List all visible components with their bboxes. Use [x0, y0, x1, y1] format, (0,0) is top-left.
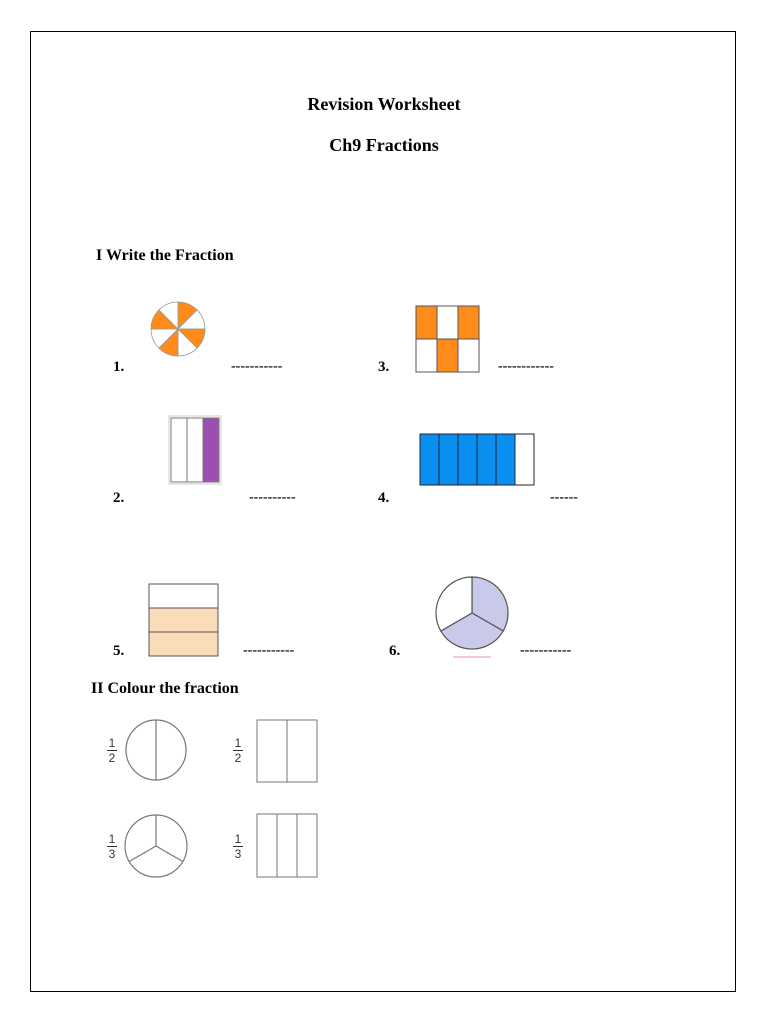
item-2-bar-thirds: [168, 415, 222, 485]
colour-circle-halves[interactable]: [124, 718, 188, 782]
page-border: [30, 31, 736, 992]
fraction-label-third: [105, 833, 119, 860]
item-6-number: 6.: [389, 643, 401, 659]
item-4-number: 4.: [378, 490, 390, 506]
item-1-pie-eighths: [149, 300, 209, 360]
denominator: 2: [108, 751, 116, 765]
fraction-label-half: [105, 737, 119, 764]
fraction-label-half: [231, 737, 245, 764]
denominator: 3: [234, 847, 242, 861]
item-3-grid-sixths: [415, 305, 481, 373]
numerator: 1: [234, 736, 242, 750]
item-1-number: 1.: [113, 359, 125, 375]
numerator: 1: [108, 736, 116, 750]
item-2-number: 2.: [113, 490, 125, 506]
denominator: 3: [108, 847, 116, 861]
fraction-label-third: [231, 833, 245, 860]
item-5-bar-thirds-horizontal: [148, 583, 220, 657]
numerator: 1: [108, 832, 116, 846]
denominator: 2: [234, 751, 242, 765]
item-5-answer-blank: -----------: [243, 643, 295, 658]
item-6-pie-thirds: [433, 573, 513, 661]
section-2-heading: II Colour the fraction: [91, 680, 239, 697]
item-3-number: 3.: [378, 359, 390, 375]
item-5-number: 5.: [113, 643, 125, 659]
worksheet-subtitle: Ch9 Fractions: [329, 135, 439, 155]
worksheet-title: Revision Worksheet: [307, 94, 461, 114]
item-6-answer-blank: -----------: [520, 643, 572, 658]
numerator: 1: [234, 832, 242, 846]
section-1-heading: I Write the Fraction: [96, 247, 234, 264]
item-1-answer-blank: -----------: [231, 359, 283, 374]
colour-circle-thirds[interactable]: [124, 813, 188, 879]
item-4-answer-blank: ------: [550, 490, 578, 505]
item-3-answer-blank: ------------: [498, 359, 554, 374]
colour-rectangle-halves[interactable]: [256, 719, 319, 783]
item-4-bar-sixths: [419, 433, 537, 487]
colour-rectangle-thirds[interactable]: [256, 813, 319, 879]
item-2-answer-blank: ----------: [249, 490, 296, 505]
